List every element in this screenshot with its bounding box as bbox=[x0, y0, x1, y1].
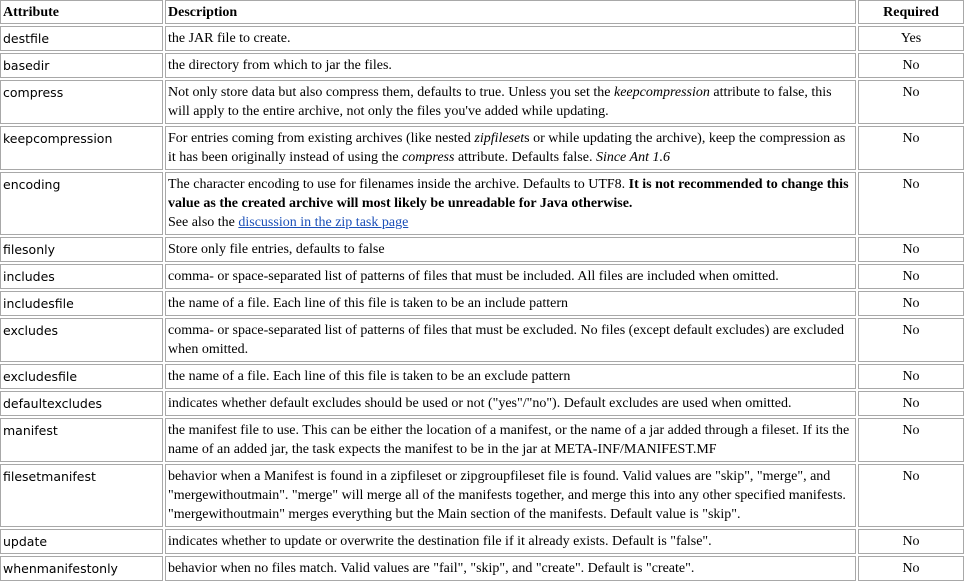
emphasis-text: compress bbox=[402, 150, 455, 165]
description-text: Not only store data but also compress them, defaults to true. Unless you set the bbox=[168, 85, 614, 100]
required-value: No bbox=[858, 364, 964, 389]
required-value: No bbox=[858, 80, 964, 124]
emphasis-text: Since Ant 1.6 bbox=[595, 150, 670, 165]
table-row bbox=[0, 464, 964, 527]
attribute-description bbox=[165, 364, 856, 389]
description-text: s or while updating the archive), keep the compression as it has been originally instead of using the bbox=[168, 131, 846, 165]
description-text: the manifest file to use. This can be either the location of a manifest, or the name of a jar added through a fileset. If its the name of an added jar, the task expects the manifest to be in the jar at META-INF/MANIFEST.MF bbox=[168, 423, 850, 457]
attribute-name: filesonly bbox=[0, 237, 163, 262]
attribute-description bbox=[165, 529, 856, 554]
attribute-name: destfile bbox=[0, 26, 163, 51]
table-row bbox=[0, 318, 964, 362]
description-text: the name of a file. Each line of this file is taken to be an exclude pattern bbox=[168, 369, 571, 384]
table-row bbox=[0, 126, 964, 170]
description-text: the directory from which to jar the files. bbox=[168, 58, 392, 73]
attribute-name: encoding bbox=[0, 172, 163, 235]
attribute-description bbox=[165, 556, 856, 581]
description-text: the name of a file. Each line of this file is taken to be an include pattern bbox=[168, 296, 569, 311]
attribute-name: keepcompression bbox=[0, 126, 163, 170]
table-row bbox=[0, 53, 964, 78]
required-value: No bbox=[858, 418, 964, 462]
attribute-name: defaultexcludes bbox=[0, 391, 163, 416]
attribute-description bbox=[165, 26, 856, 51]
table-row bbox=[0, 264, 964, 289]
attribute-description bbox=[165, 126, 856, 170]
required-value: No bbox=[858, 126, 964, 170]
description-text: the JAR file to create. bbox=[168, 31, 291, 46]
attribute-name: includes bbox=[0, 264, 163, 289]
attribute-name: excludes bbox=[0, 318, 163, 362]
required-value: No bbox=[858, 237, 964, 262]
required-value: No bbox=[858, 53, 964, 78]
table-body bbox=[0, 26, 964, 581]
table-row bbox=[0, 364, 964, 389]
header-required: Required bbox=[858, 0, 964, 24]
attribute-description bbox=[165, 53, 856, 78]
required-value: No bbox=[858, 529, 964, 554]
attribute-name: manifest bbox=[0, 418, 163, 462]
zip-task-discussion-link[interactable]: discussion in the zip task page bbox=[238, 215, 409, 230]
header-row bbox=[0, 0, 964, 24]
attribute-description bbox=[165, 391, 856, 416]
table-row bbox=[0, 391, 964, 416]
attribute-description bbox=[165, 80, 856, 124]
description-text: See also the bbox=[168, 215, 239, 230]
attribute-name: basedir bbox=[0, 53, 163, 78]
description-text: The character encoding to use for filenames inside the archive. Defaults to UTF8. bbox=[168, 177, 629, 192]
required-value: No bbox=[858, 464, 964, 527]
attribute-description bbox=[165, 264, 856, 289]
header-description: Description bbox=[165, 0, 856, 24]
description-text: behavior when a Manifest is found in a zipfileset or zipgroupfileset file is found. Valid values are "skip", "merge", and "mergewithoutmain". "merge" will merge all of the manifests together, and merge this into any other specified manifests. "mergewithoutmain" merges everything but the Main section of the manifests. Default value is "skip". bbox=[168, 469, 846, 522]
emphasis-text: zipfileset bbox=[474, 131, 525, 146]
attribute-description bbox=[165, 237, 856, 262]
attribute-name: whenmanifestonly bbox=[0, 556, 163, 581]
attribute-name: excludesfile bbox=[0, 364, 163, 389]
required-value: No bbox=[858, 291, 964, 316]
required-value: Yes bbox=[858, 26, 964, 51]
header-attribute: Attribute bbox=[0, 0, 163, 24]
table-row bbox=[0, 80, 964, 124]
attribute-description bbox=[165, 464, 856, 527]
required-value: No bbox=[858, 172, 964, 235]
description-text: attribute. Defaults false. bbox=[454, 150, 596, 165]
description-text: indicates whether to update or overwrite the destination file if it already exists. Default is "false". bbox=[168, 534, 712, 549]
description-text: behavior when no files match. Valid values are "fail", "skip", and "create". Default is "create". bbox=[168, 561, 695, 576]
required-value: No bbox=[858, 391, 964, 416]
table-row bbox=[0, 172, 964, 235]
attribute-name: compress bbox=[0, 80, 163, 124]
required-value: No bbox=[858, 264, 964, 289]
attribute-description bbox=[165, 318, 856, 362]
table-row bbox=[0, 556, 964, 581]
required-value: No bbox=[858, 556, 964, 581]
description-text: Store only file entries, defaults to false bbox=[168, 242, 385, 257]
description-text: comma- or space-separated list of patterns of files that must be excluded. No files (except default excludes) are excluded when omitted. bbox=[168, 323, 845, 357]
table-row bbox=[0, 291, 964, 316]
description-text: For entries coming from existing archives (like nested bbox=[168, 131, 475, 146]
attribute-name: includesfile bbox=[0, 291, 163, 316]
table-row bbox=[0, 418, 964, 462]
description-text: attribute to false, this will apply to the entire archive, not only the files you've added while updating. bbox=[168, 85, 832, 119]
table-row bbox=[0, 237, 964, 262]
table-row bbox=[0, 26, 964, 51]
description-text: comma- or space-separated list of patterns of files that must be included. All files are included when omitted. bbox=[168, 269, 779, 284]
attribute-description bbox=[165, 418, 856, 462]
warning-text: It is not recommended to change this value as the created archive will most likely be unreadable for Java otherwise. bbox=[168, 177, 849, 211]
table-row bbox=[0, 529, 964, 554]
attribute-name: update bbox=[0, 529, 163, 554]
attribute-name: filesetmanifest bbox=[0, 464, 163, 527]
description-text: indicates whether default excludes should be used or not ("yes"/"no"). Default excludes are used when omitted. bbox=[168, 396, 792, 411]
attribute-description bbox=[165, 172, 856, 235]
emphasis-text: keepcompression bbox=[613, 85, 710, 100]
required-value: No bbox=[858, 318, 964, 362]
attribute-description bbox=[165, 291, 856, 316]
